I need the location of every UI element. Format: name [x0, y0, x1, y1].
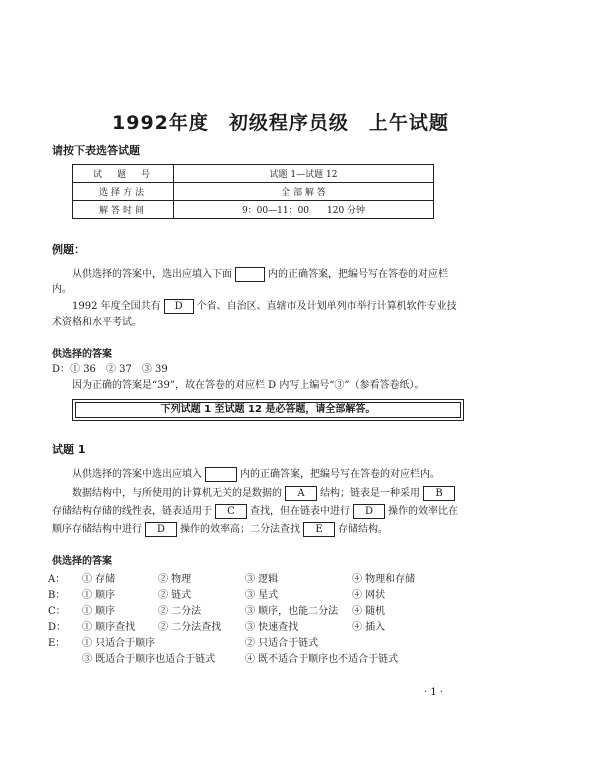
option: ③ 逻辑: [245, 574, 279, 585]
answer-box-a: A: [285, 486, 317, 501]
question-1-options-heading: 供选择的答案: [52, 556, 112, 567]
option: ③ 星式: [245, 590, 279, 601]
option: ③ 顺序，也能二分法: [245, 606, 339, 617]
option-key: A：: [48, 574, 66, 585]
table-label: 选择方法: [73, 183, 174, 201]
page-number: · 1 ·: [424, 687, 444, 698]
option: ② 链式: [158, 590, 192, 601]
example-paragraph-2: [72, 297, 457, 314]
table-value: 全 部 解 答: [174, 183, 434, 201]
text: 数据结构中，与所使用的计算机无关的是数据的: [72, 488, 282, 499]
option: ④ 插入: [352, 622, 386, 633]
answer-box-c: C: [215, 504, 247, 519]
answer-box-blank: [235, 267, 265, 282]
table-value: 试题 1—试题 12: [174, 165, 434, 183]
option: ③ 快速查找: [245, 622, 299, 633]
text: 个省、自治区、直辖市及计划单列市举行计算机软件专业技: [196, 301, 457, 312]
option: ① 顺序: [82, 590, 116, 601]
text: 内的正确答案，把编号写在答卷的对应栏内。: [240, 469, 440, 480]
option: ② 二分法查找: [158, 622, 222, 633]
required-questions-banner: [72, 399, 464, 421]
question-1-line-2: [52, 502, 458, 519]
text: 1992 年度全国共有: [72, 301, 161, 312]
banner-text: 下列试题 1 至试题 12 是必答题，请全部解答。: [75, 402, 461, 418]
text: 从供选择的答案中选出应填入: [72, 469, 202, 480]
option: ④ 随机: [352, 606, 386, 617]
answer-box-d: D: [145, 522, 177, 537]
example-paragraph-2-cont: 术资格和水平考试。: [52, 317, 142, 328]
answer-box-d: D: [164, 299, 194, 314]
table-label: 试 题 号: [73, 165, 174, 183]
option: ② 只适合于链式: [245, 638, 319, 649]
table-row: [73, 183, 434, 201]
option: ① 顺序查找: [82, 622, 136, 633]
option-key: C：: [48, 606, 66, 617]
example-paragraph-1-cont: 内。: [52, 284, 72, 295]
option: ④ 物理和存储: [352, 574, 416, 585]
option-key: B：: [48, 590, 66, 601]
text: 查找，但在链表中进行: [250, 506, 350, 517]
option: ③ 既适合于顺序也适合于链式: [82, 654, 216, 665]
option: ④ 既不适合于顺序也不适合于链式: [245, 654, 399, 665]
example-heading: 例题：: [52, 243, 85, 256]
question-1-line-1: [72, 484, 458, 501]
option-key: E：: [48, 638, 66, 649]
exam-info-table: [72, 164, 434, 219]
text: 顺序存储结构中进行: [52, 524, 142, 535]
text: 存储结构。: [338, 524, 388, 535]
example-explanation: 因为正确的答案是“39”，故在答卷的对应栏 D 内写上编号“③”（参看答卷纸）。: [72, 380, 425, 391]
option: ④ 网状: [352, 590, 386, 601]
text: 结构；链表是一种采用: [320, 488, 420, 499]
text: 存储结构存储的线性表，链表适用于: [52, 506, 212, 517]
table-row: [73, 165, 434, 183]
text: 内的正确答案，把编号写在答卷的对应栏: [268, 269, 448, 280]
option: ① 顺序: [82, 606, 116, 617]
text: 操作的效率比在: [388, 506, 458, 517]
text: 从供选择的答案中，选出应填入下面: [72, 269, 232, 280]
option: ① 存储: [82, 574, 116, 585]
answer-box-blank: [205, 467, 237, 482]
answer-box-e: E: [303, 522, 335, 537]
answer-box-b: B: [423, 486, 455, 501]
question-1-intro: [72, 465, 440, 482]
example-options-heading: 供选择的答案: [52, 349, 112, 360]
table-row: [73, 201, 434, 219]
table-value: 9：00—11：00 120 分钟: [174, 201, 434, 219]
example-options: D：① 36 ② 37 ③ 39: [52, 364, 168, 375]
question-1-heading: 试题 1: [52, 443, 86, 456]
answer-box-d: D: [353, 504, 385, 519]
option-key: D：: [48, 622, 67, 633]
option: ② 二分法: [158, 606, 202, 617]
instruction-heading: 请按下表选答试题: [52, 144, 140, 157]
option: ① 只适合于顺序: [82, 638, 156, 649]
page-title: 1992年度 初级程序员级 上午试题: [112, 112, 449, 134]
option: ② 物理: [158, 574, 192, 585]
example-paragraph-1: [72, 265, 448, 282]
text: 操作的效率高；二分法查找: [180, 524, 300, 535]
table-label: 解答时间: [73, 201, 174, 219]
question-1-line-3: [52, 520, 388, 537]
